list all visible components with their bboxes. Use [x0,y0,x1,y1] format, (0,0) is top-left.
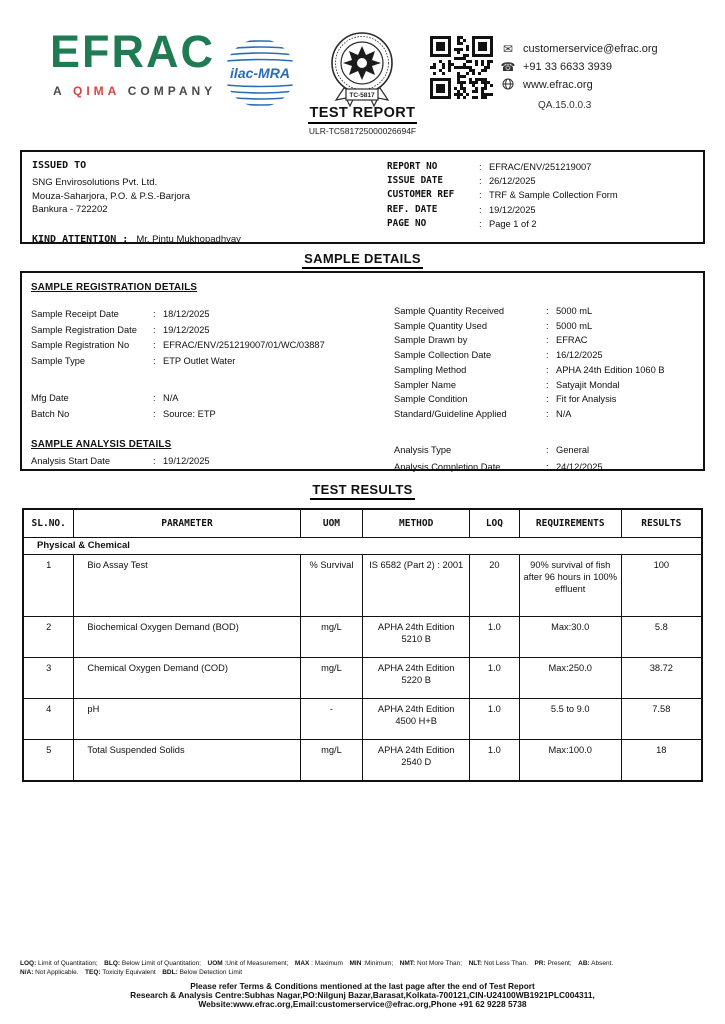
kv-colon: : [546,394,549,405]
test-results-table [22,508,703,782]
kv-colon: : [479,204,482,215]
kv-label: Mfg Date [31,393,69,403]
cell-method: IS 6582 (Part 2) : 2001 [363,555,470,617]
kv-row [394,319,665,334]
kv-value: General [556,445,590,455]
kv-colon: : [546,379,549,390]
cell-requirements: Max:100.0 [519,740,621,781]
section-label: Physical & Chemical [23,538,702,555]
kv-colon: : [546,320,549,331]
kv-label: PAGE NO [387,217,427,229]
kv-row [394,459,603,476]
kv-value: TRF & Sample Collection Form [489,190,618,201]
cell-uom: - [300,699,363,740]
legend-abbr: AB: [578,960,590,967]
phone-icon: ☎ [500,60,516,74]
legend-desc: Not Less Than. [482,960,535,967]
contact-phone: +91 33 6633 3939 [523,61,613,73]
kv-value: Page 1 of 2 [489,218,537,229]
column-header: RESULTS [621,509,702,538]
kv-label: Sample Type [31,355,86,366]
cell-requirements: Max:30.0 [519,617,621,658]
cell-loq: 1.0 [469,699,519,740]
kv-label: Sample Registration No [31,340,130,350]
kv-label: Sample Drawn by [394,335,468,346]
kv-value: 19/12/2025 [163,324,210,335]
kv-value: EFRAC [556,335,588,346]
cell-results: 100 [621,555,702,617]
cell-parameter: Bio Assay Test [74,555,300,617]
legend-desc: Not Applicable. [33,968,86,976]
kv-colon: : [546,306,549,316]
address-line: Mouza-Saharjora, P.O. & P.S.-Barjora [32,190,191,202]
legend-desc: : Maximum [309,960,350,967]
kv-colon: : [153,456,156,466]
cell-loq: 20 [469,555,519,617]
issued-to-heading: ISSUED TO [32,160,87,171]
kv-value: 5000 mL [556,306,593,316]
kv-label: Sample Collection Date [394,350,492,361]
tagline-a: A [53,84,66,98]
kv-colon: : [153,340,156,350]
kv-row [387,174,618,188]
kv-label: Analysis Start Date [31,456,111,466]
seal-tc-number: TC-5817 [349,92,375,99]
cell-uom: % Survival [300,555,363,617]
kv-colon: : [153,309,156,319]
cell-results: 38.72 [621,658,702,699]
qr-code [430,36,493,104]
kv-colon: : [546,462,549,472]
sample-details-heading: SAMPLE DETAILS [302,251,423,269]
cell-parameter: Biochemical Oxygen Demand (BOD) [74,617,300,658]
kv-label: Sampler Name [394,379,457,390]
kv-row [31,456,210,466]
issued-to-box [20,150,705,244]
cell-sl: 2 [23,617,74,658]
table-section-row [23,538,702,555]
cell-uom: mg/L [300,658,363,699]
kv-value: 19/12/2025 [489,204,536,215]
legend-abbr: TEQ: [85,968,101,976]
kv-value: Source: ETP [163,408,216,419]
legend-desc: Limit of Quantitation; [36,960,105,967]
kv-row [387,217,618,231]
kv-value: ETP Outlet Water [163,355,236,366]
kv-colon: : [546,445,549,455]
contact-email-row [500,40,658,58]
globe-icon [500,78,516,93]
kv-value: APHA 24th Edition 1060 B [556,364,665,375]
legend-desc: Not More Than; [415,960,469,967]
table-row [23,658,702,699]
cell-loq: 1.0 [469,617,519,658]
contact-website-row [500,76,658,94]
analysis-right-list [394,442,603,476]
tagline-qima: QIMA [73,84,121,98]
legend-desc: Present; [545,960,579,967]
qa-doc-code: QA.15.0.0.3 [538,100,592,111]
cell-method: APHA 24th Edition 4500 H+B [363,699,470,740]
sample-details-heading-wrap [0,250,725,269]
kv-label: Standard/Guideline Applied [394,408,507,419]
page-title: TEST REPORT [308,105,418,124]
address-line: Bankura - 722202 [32,204,108,215]
cell-method: APHA 24th Edition 2540 D [363,740,470,781]
table-row [23,699,702,740]
kv-colon: : [546,350,549,361]
kv-colon: : [153,408,156,419]
cell-requirements: Max:250.0 [519,658,621,699]
kv-colon: : [479,190,482,201]
kv-row [394,333,665,348]
kv-value: EFRAC/ENV/251219007/01/WC/03887 [163,340,325,350]
contact-block [500,40,658,94]
legend-abbr: N/A: [20,968,34,976]
kv-value: N/A [556,408,572,419]
kv-value: 16/12/2025 [556,350,603,361]
website-contact-line: Website:www.efrac.org,Email:customerservice@efrac.org,Phone +91 62 9228 5738 [198,999,527,1009]
kv-value: 5000 mL [556,320,593,331]
legend-abbr: NLT: [468,960,483,967]
legend-abbr: MIN [349,960,362,967]
kv-colon: : [153,355,156,366]
legend-abbr: NMT: [399,960,416,967]
qima-company-tagline [53,84,216,98]
cell-sl: 3 [23,658,74,699]
kv-row [394,363,665,378]
column-header: UOM [300,509,363,538]
ulr-number: ULR-TC581725000026694F [308,126,417,136]
contact-website: www.efrac.org [523,79,593,91]
kind-attention-row [32,234,241,245]
kv-row [31,391,325,407]
kv-label: ISSUE DATE [387,175,443,187]
email-icon: ✉ [502,42,514,56]
sample-details-box [20,271,705,471]
kv-row [31,354,325,370]
kv-label: Analysis Completion Date [394,462,501,472]
cell-parameter: Chemical Oxygen Demand (COD) [74,658,300,699]
kv-value: 26/12/2025 [489,176,536,187]
kv-colon: : [479,218,482,229]
test-results-heading: TEST RESULTS [310,482,414,500]
kv-value: 24/12/2025 [556,462,603,472]
kv-label: Sample Quantity Used [394,320,488,331]
test-results-table-wrap [22,508,703,782]
legend-abbr: LOQ: [20,960,37,967]
centre-address: Research & Analysis Centre:Subhas Nagar,PO:Nilgunj Bazar,Barasat,Kolkata-700121,CIN-U24100WB1921PLC004311, [130,990,595,1000]
test-results-heading-wrap [0,481,725,500]
contact-phone-row [500,58,658,76]
kv-colon: : [546,408,549,419]
legend-desc: Below Detection Limit [177,968,249,976]
kv-row [394,348,665,363]
registration-details-heading: SAMPLE REGISTRATION DETAILS [31,282,198,293]
kv-value: Fit for Analysis [556,394,617,405]
column-header: METHOD [363,509,470,538]
table-row [23,555,702,617]
cell-method: APHA 24th Edition 5220 B [363,658,470,699]
legend-desc: Absent. [589,960,620,967]
kv-row [394,407,665,422]
legend-abbr: UOM [207,960,223,967]
table-header-row [23,509,702,538]
kv-row [394,442,603,459]
ilac-mra-logo [224,38,296,113]
registration-left-list [31,307,325,422]
kv-row [394,378,665,393]
kv-colon: : [479,162,482,172]
legend-abbr: PR: [534,960,546,967]
column-header: LOQ [469,509,519,538]
cell-sl: 4 [23,699,74,740]
kv-row [387,203,618,217]
kv-value: N/A [163,393,179,403]
kv-value: 18/12/2025 [163,309,210,319]
analysis-left-list [31,456,210,466]
kv-row [31,338,325,354]
kv-colon: : [479,176,482,187]
kv-label: Sample Receipt Date [31,309,119,319]
registration-right-list [394,304,665,422]
cell-sl: 5 [23,740,74,781]
abbreviation-legend [20,960,710,977]
kv-row [31,407,325,423]
nabl-seal [320,30,404,113]
cell-results: 18 [621,740,702,781]
kv-row [394,304,665,319]
report-title-block [0,104,725,136]
kv-colon: : [153,324,156,335]
ilac-mra-text: ilac-MRA [230,65,290,81]
kv-row [31,323,325,339]
cell-requirements: 90% survival of fish after 96 hours in 100% effluent [519,555,621,617]
cell-results: 7.58 [621,699,702,740]
cell-requirements: 5.5 to 9.0 [519,699,621,740]
kind-attention-value: Mr. Pintu Mukhopadhyay [136,234,241,245]
cell-uom: mg/L [300,617,363,658]
legend-abbr: MAX [294,960,310,967]
kv-value: 19/12/2025 [163,456,210,466]
legend-desc: :Minimum; [361,960,400,967]
cell-loq: 1.0 [469,740,519,781]
kv-row [31,307,325,323]
legend-desc: Toxicity Equivalent [100,968,163,976]
contact-email: customerservice@efrac.org [523,43,658,55]
report-meta-list [387,160,618,231]
kv-colon: : [546,335,549,346]
cell-results: 5.8 [621,617,702,658]
kv-label: Analysis Type [394,445,452,455]
kv-colon: : [153,393,156,403]
cell-sl: 1 [23,555,74,617]
legend-abbr: BDL: [162,968,178,976]
legend-line-1 [20,960,710,969]
legend-line-2 [20,969,710,978]
column-header: PARAMETER [74,509,300,538]
tagline-company: COMPANY [127,84,217,98]
kv-label: Sample Condition [394,394,468,405]
cell-parameter: Total Suspended Solids [74,740,300,781]
kv-colon: : [546,364,549,375]
cell-uom: mg/L [300,740,363,781]
terms-note: Please refer Terms & Conditions mentioned at the last page after the end of Test Report [190,981,535,991]
column-header: SL.NO. [23,509,74,538]
column-header: REQUIREMENTS [519,509,621,538]
kv-label: CUSTOMER REF [387,189,455,201]
address-line: SNG Envirosolutions Pvt. Ltd. [32,177,158,188]
cell-loq: 1.0 [469,658,519,699]
table-row [23,617,702,658]
legend-desc: :Unit of Measurement; [222,960,295,967]
issued-to-address [32,176,190,217]
efrac-logo: EFRAC [50,26,215,77]
kv-label: REF. DATE [387,203,438,215]
analysis-details-heading: SAMPLE ANALYSIS DETAILS [31,439,172,450]
cell-parameter: pH [74,699,300,740]
legend-desc: Below Limit of Quantitation; [120,960,208,967]
kv-label: Sample Quantity Received [394,306,505,316]
kv-row [387,188,618,202]
table-row [23,740,702,781]
kv-label: REPORT NO [387,161,438,172]
kind-attention-label: KIND ATTENTION : [32,234,129,245]
kv-row [394,392,665,407]
kv-row [387,160,618,174]
cell-method: APHA 24th Edition 5210 B [363,617,470,658]
kv-value: Satyajit Mondal [556,379,620,390]
kv-label: Batch No [31,408,70,419]
legend-abbr: BLQ: [104,960,121,967]
kv-label: Sampling Method [394,364,467,375]
kv-value: EFRAC/ENV/251219007 [489,162,592,172]
kv-label: Sample Registration Date [31,324,137,335]
